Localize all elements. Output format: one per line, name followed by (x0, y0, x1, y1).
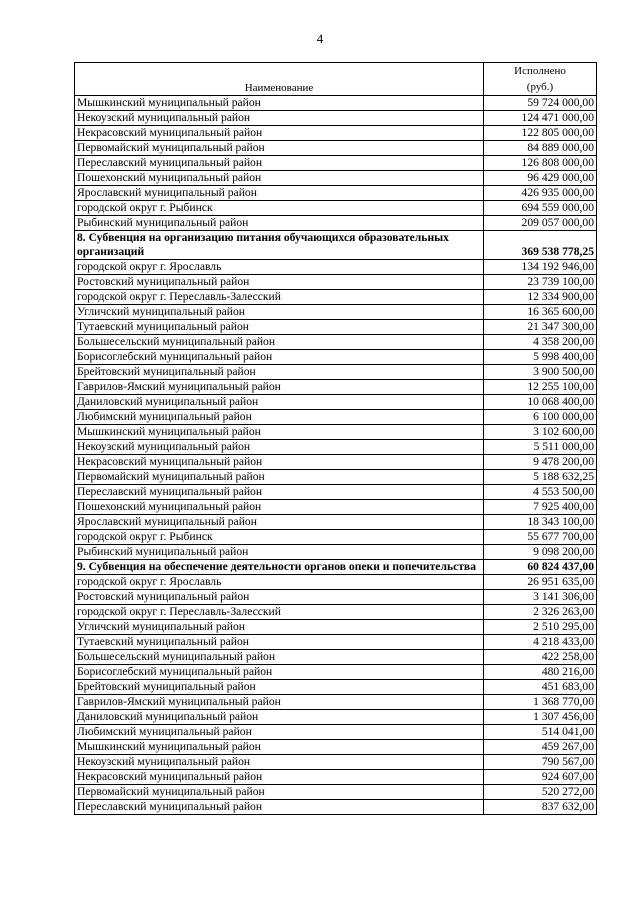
district-name: Некоузский муниципальный район (75, 755, 484, 770)
table-row (75, 410, 597, 425)
executed-amount: 4 218 433,00 (484, 635, 597, 650)
table-row (75, 620, 597, 635)
table-row (75, 500, 597, 515)
district-name: Мышкинский муниципальный район (75, 96, 484, 111)
district-name: городской округ г. Рыбинск (75, 201, 484, 216)
district-name: Переславский муниципальный район (75, 800, 484, 815)
district-name: Ярославский муниципальный район (75, 515, 484, 530)
table-row (75, 725, 597, 740)
district-name: Брейтовский муниципальный район (75, 680, 484, 695)
district-name: Первомайский муниципальный район (75, 470, 484, 485)
table-row (75, 335, 597, 350)
executed-amount: 5 511 000,00 (484, 440, 597, 455)
district-name: Борисоглебский муниципальный район (75, 665, 484, 680)
district-name: Рыбинский муниципальный район (75, 216, 484, 231)
district-name: Мышкинский муниципальный район (75, 740, 484, 755)
executed-amount: 209 057 000,00 (484, 216, 597, 231)
table-row (75, 710, 597, 725)
district-name: Большесельский муниципальный район (75, 650, 484, 665)
district-name: Гаврилов-Ямский муниципальный район (75, 695, 484, 710)
district-name: Некрасовский муниципальный район (75, 455, 484, 470)
district-name: Борисоглебский муниципальный район (75, 350, 484, 365)
executed-amount: 422 258,00 (484, 650, 597, 665)
district-name: Пошехонский муниципальный район (75, 171, 484, 186)
section-title: 8. Субвенция на организацию питания обучающихся образовательных организаций (75, 231, 484, 260)
table-row (75, 141, 597, 156)
table-row (75, 785, 597, 800)
executed-amount: 3 141 306,00 (484, 590, 597, 605)
district-name: городской округ г. Ярославль (75, 575, 484, 590)
section-total: 60 824 437,00 (484, 560, 597, 575)
executed-amount: 55 677 700,00 (484, 530, 597, 545)
executed-amount: 12 334 900,00 (484, 290, 597, 305)
executed-amount: 451 683,00 (484, 680, 597, 695)
table-row (75, 425, 597, 440)
table-row (75, 365, 597, 380)
district-name: Некрасовский муниципальный район (75, 126, 484, 141)
table-row (75, 695, 597, 710)
table-row (75, 171, 597, 186)
district-name: Мышкинский муниципальный район (75, 425, 484, 440)
district-name: Тутаевский муниципальный район (75, 320, 484, 335)
district-name: Гаврилов-Ямский муниципальный район (75, 380, 484, 395)
executed-amount: 520 272,00 (484, 785, 597, 800)
table-row (75, 800, 597, 815)
district-name: Даниловский муниципальный район (75, 710, 484, 725)
executed-amount: 790 567,00 (484, 755, 597, 770)
district-name: Любимский муниципальный район (75, 725, 484, 740)
table-row (75, 770, 597, 785)
district-name: Любимский муниципальный район (75, 410, 484, 425)
header-name: Наименование (75, 63, 484, 96)
executed-amount: 4 553 500,00 (484, 485, 597, 500)
district-name: Брейтовский муниципальный район (75, 365, 484, 380)
executed-amount: 23 739 100,00 (484, 275, 597, 290)
executed-amount: 5 998 400,00 (484, 350, 597, 365)
executed-amount: 3 900 500,00 (484, 365, 597, 380)
table-row (75, 260, 597, 275)
header-value-line1: Исполнено (514, 65, 566, 77)
table-row (75, 320, 597, 335)
executed-amount: 924 607,00 (484, 770, 597, 785)
district-name: Тутаевский муниципальный район (75, 635, 484, 650)
budget-table (74, 62, 597, 815)
table-row (75, 350, 597, 365)
executed-amount: 134 192 946,00 (484, 260, 597, 275)
table-row (75, 216, 597, 231)
executed-amount: 10 068 400,00 (484, 395, 597, 410)
header-value-line2: (руб.) (526, 81, 554, 93)
district-name: Пошехонский муниципальный район (75, 500, 484, 515)
table-row (75, 156, 597, 171)
section-row (75, 560, 597, 575)
district-name: Переславский муниципальный район (75, 156, 484, 171)
table-row (75, 275, 597, 290)
table-row (75, 290, 597, 305)
executed-amount: 837 632,00 (484, 800, 597, 815)
table-row (75, 590, 597, 605)
table-row (75, 395, 597, 410)
section-row (75, 231, 597, 260)
district-name: Переславский муниципальный район (75, 485, 484, 500)
executed-amount: 694 559 000,00 (484, 201, 597, 216)
table-row (75, 455, 597, 470)
district-name: Некоузский муниципальный район (75, 111, 484, 126)
table-row (75, 740, 597, 755)
table-row (75, 201, 597, 216)
executed-amount: 126 808 000,00 (484, 156, 597, 171)
table-row (75, 186, 597, 201)
page-number: 4 (316, 31, 324, 46)
executed-amount: 514 041,00 (484, 725, 597, 740)
table-row (75, 635, 597, 650)
district-name: городской округ г. Ярославль (75, 260, 484, 275)
table-body (75, 96, 597, 815)
executed-amount: 2 326 263,00 (484, 605, 597, 620)
table-row (75, 755, 597, 770)
district-name: городской округ г. Переславль-Залесский (75, 605, 484, 620)
executed-amount: 26 951 635,00 (484, 575, 597, 590)
executed-amount: 124 471 000,00 (484, 111, 597, 126)
table-row (75, 111, 597, 126)
district-name: городской округ г. Рыбинск (75, 530, 484, 545)
district-name: Угличский муниципальный район (75, 305, 484, 320)
table-row (75, 440, 597, 455)
section-total: 369 538 778,25 (484, 231, 597, 260)
executed-amount: 5 188 632,25 (484, 470, 597, 485)
table-header-row (75, 63, 597, 96)
executed-amount: 96 429 000,00 (484, 171, 597, 186)
district-name: Некоузский муниципальный район (75, 440, 484, 455)
table-row (75, 305, 597, 320)
district-name: Угличский муниципальный район (75, 620, 484, 635)
district-name: городской округ г. Переславль-Залесский (75, 290, 484, 305)
table-row (75, 530, 597, 545)
executed-amount: 1 368 770,00 (484, 695, 597, 710)
district-name: Большесельский муниципальный район (75, 335, 484, 350)
table-row (75, 96, 597, 111)
district-name: Даниловский муниципальный район (75, 395, 484, 410)
executed-amount: 426 935 000,00 (484, 186, 597, 201)
table-row (75, 650, 597, 665)
executed-amount: 12 255 100,00 (484, 380, 597, 395)
district-name: Ярославский муниципальный район (75, 186, 484, 201)
district-name: Первомайский муниципальный район (75, 785, 484, 800)
district-name: Ростовский муниципальный район (75, 590, 484, 605)
executed-amount: 1 307 456,00 (484, 710, 597, 725)
table-row (75, 575, 597, 590)
executed-amount: 21 347 300,00 (484, 320, 597, 335)
table-row (75, 545, 597, 560)
executed-amount: 18 343 100,00 (484, 515, 597, 530)
section-title: 9. Субвенция на обеспечение деятельности органов опеки и попечительства (75, 560, 484, 575)
executed-amount: 6 100 000,00 (484, 410, 597, 425)
executed-amount: 9 478 200,00 (484, 455, 597, 470)
executed-amount: 2 510 295,00 (484, 620, 597, 635)
executed-amount: 4 358 200,00 (484, 335, 597, 350)
table-row (75, 126, 597, 141)
district-name: Некрасовский муниципальный район (75, 770, 484, 785)
table-row (75, 665, 597, 680)
executed-amount: 459 267,00 (484, 740, 597, 755)
executed-amount: 16 365 600,00 (484, 305, 597, 320)
table-row (75, 605, 597, 620)
executed-amount: 480 216,00 (484, 665, 597, 680)
executed-amount: 84 889 000,00 (484, 141, 597, 156)
executed-amount: 122 805 000,00 (484, 126, 597, 141)
executed-amount: 7 925 400,00 (484, 500, 597, 515)
table-row (75, 680, 597, 695)
executed-amount: 9 098 200,00 (484, 545, 597, 560)
table-row (75, 515, 597, 530)
table-row (75, 485, 597, 500)
table-row (75, 470, 597, 485)
district-name: Первомайский муниципальный район (75, 141, 484, 156)
executed-amount: 3 102 600,00 (484, 425, 597, 440)
executed-amount: 59 724 000,00 (484, 96, 597, 111)
district-name: Ростовский муниципальный район (75, 275, 484, 290)
district-name: Рыбинский муниципальный район (75, 545, 484, 560)
header-value (484, 63, 597, 96)
table-row (75, 380, 597, 395)
